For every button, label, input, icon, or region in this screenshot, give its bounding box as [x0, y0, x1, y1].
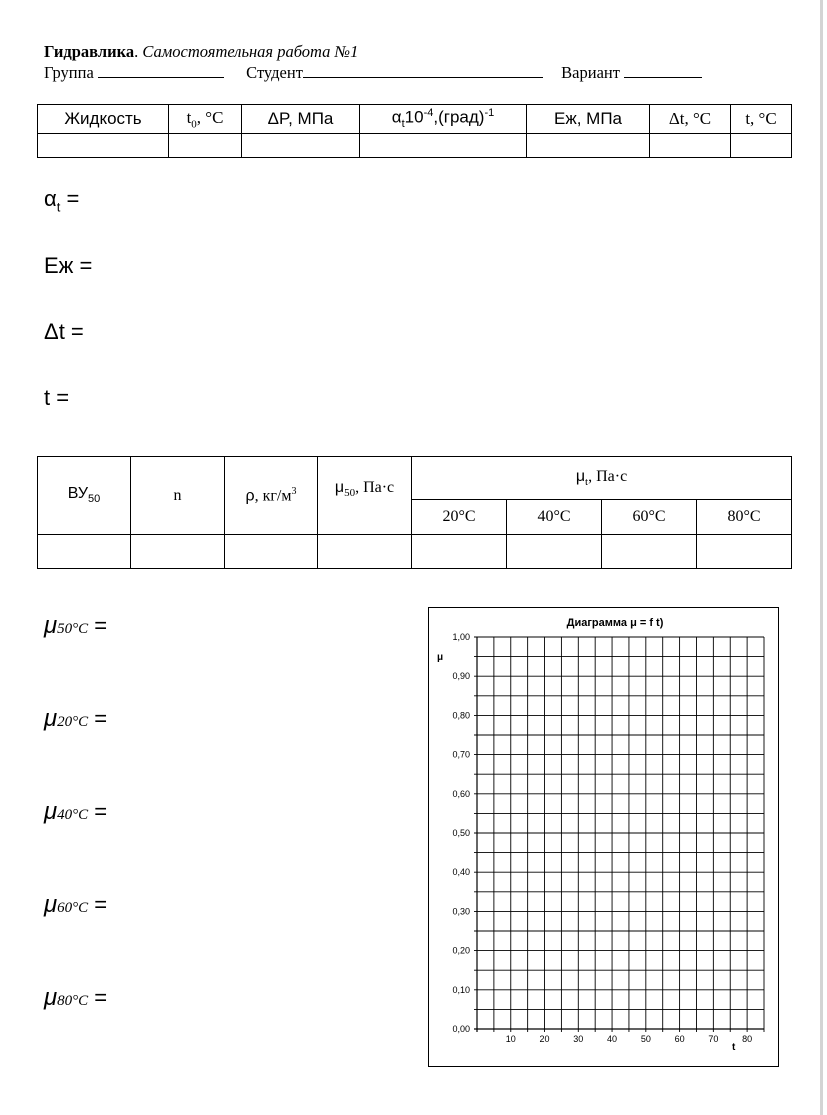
x-tick-label: 50 — [640, 1034, 651, 1044]
y-tick-label: 0,60 — [452, 788, 470, 799]
y-tick-label: 0,70 — [452, 749, 470, 760]
cell-t0[interactable] — [169, 134, 242, 158]
formula-t: t = — [44, 385, 70, 410]
variant-field[interactable] — [624, 63, 702, 78]
col-temp-80: 80°C — [697, 500, 792, 535]
cell-t[interactable] — [731, 134, 792, 158]
table-header-row — [38, 457, 792, 500]
chart-title: Диаграмма μ = f t) — [566, 617, 664, 629]
cell-delta-p[interactable] — [242, 134, 360, 158]
cell-liquid[interactable] — [38, 134, 169, 158]
work-title: Самостоятельная работа №1 — [142, 42, 359, 61]
liquid-params-table — [37, 104, 792, 158]
mu-50-line: μ50°C = — [44, 612, 108, 639]
col-t0: $t_0$, °C — [169, 105, 242, 134]
col-delta-p: ΔP, МПа — [242, 105, 360, 134]
x-tick-label: 80 — [742, 1034, 753, 1044]
cell-mu60[interactable] — [602, 535, 697, 569]
mu-60-line: μ60°C = — [44, 891, 108, 918]
subject-name: Гидравлика — [44, 42, 135, 61]
col-e: Eж, МПа — [527, 105, 650, 134]
y-axis-label: μ — [437, 652, 444, 663]
cell-mu20[interactable] — [412, 535, 507, 569]
col-rho: ρ, $кг/м^3$ — [225, 457, 318, 535]
x-axis-label: t — [732, 1042, 736, 1053]
y-tick-label: 0,00 — [452, 1024, 470, 1034]
col-temp-40: 40°C — [507, 500, 602, 535]
formula-delta-t: Δt = — [44, 319, 84, 344]
y-tick-label: 0,20 — [452, 945, 470, 956]
y-tick-label: 0,80 — [452, 710, 470, 721]
y-tick-label: 0,10 — [452, 984, 470, 995]
cell-vu50[interactable] — [38, 535, 131, 569]
col-mu50: $\mu_{50}$, Па·с — [318, 457, 412, 535]
col-alpha: $\alpha_t10^{-4},(град)^{-1}$ — [360, 105, 527, 134]
chart-canvas — [429, 608, 778, 1066]
mu-80-line: μ80°C = — [44, 984, 108, 1011]
header-title-line — [44, 41, 702, 62]
formula-alpha: $\alpha_t$ = — [44, 186, 80, 215]
table-row — [38, 134, 792, 158]
col-mu-t-group: $\mu_t$, Па·с — [412, 457, 792, 500]
y-tick-label: 0,90 — [452, 671, 470, 682]
variant-label: Вариант — [561, 63, 620, 82]
y-tick-label: 1,00 — [452, 632, 470, 642]
title-dot: . — [134, 42, 139, 61]
col-t: t, °C — [731, 105, 792, 134]
y-tick-label: 0,40 — [452, 867, 470, 878]
table-row — [38, 535, 792, 569]
chart-grid — [474, 637, 764, 1032]
y-tick-label: 0,30 — [452, 906, 470, 917]
cell-mu50[interactable] — [318, 535, 412, 569]
viscosity-table — [37, 456, 792, 569]
col-temp-60: 60°C — [602, 500, 697, 535]
cell-delta-t[interactable] — [650, 134, 731, 158]
x-tick-label: 10 — [505, 1034, 516, 1044]
x-tick-label: 40 — [607, 1034, 618, 1044]
mu-20-line: μ20°C = — [44, 705, 108, 732]
student-label: Студент — [246, 63, 303, 82]
y-tick-label: 0,50 — [452, 828, 470, 838]
viscosity-chart — [428, 607, 779, 1067]
cell-n[interactable] — [131, 535, 225, 569]
cell-mu40[interactable] — [507, 535, 602, 569]
col-temp-20: 20°C — [412, 500, 507, 535]
cell-mu80[interactable] — [697, 535, 792, 569]
x-tick-label: 20 — [539, 1034, 550, 1044]
x-tick-label: 70 — [708, 1034, 719, 1044]
student-field[interactable] — [303, 63, 543, 78]
x-tick-label: 60 — [674, 1034, 685, 1044]
group-field[interactable] — [98, 63, 224, 78]
group-label: Группа — [44, 63, 94, 82]
mu-40-line: μ40°C = — [44, 798, 108, 825]
formula-e: Eж = — [44, 253, 93, 278]
col-delta-t: Δt, °C — [650, 105, 731, 134]
cell-e[interactable] — [527, 134, 650, 158]
header-fields-line — [44, 62, 702, 83]
document-header — [44, 41, 702, 83]
col-n: n — [131, 457, 225, 535]
chart-ticks — [452, 632, 752, 1044]
x-tick-label: 30 — [573, 1034, 584, 1044]
cell-alpha[interactable] — [360, 134, 527, 158]
col-liquid: Жидкость — [38, 105, 169, 134]
col-vu50: $ВУ_{50}$ — [38, 457, 131, 535]
table-header-row — [38, 105, 792, 134]
cell-rho[interactable] — [225, 535, 318, 569]
